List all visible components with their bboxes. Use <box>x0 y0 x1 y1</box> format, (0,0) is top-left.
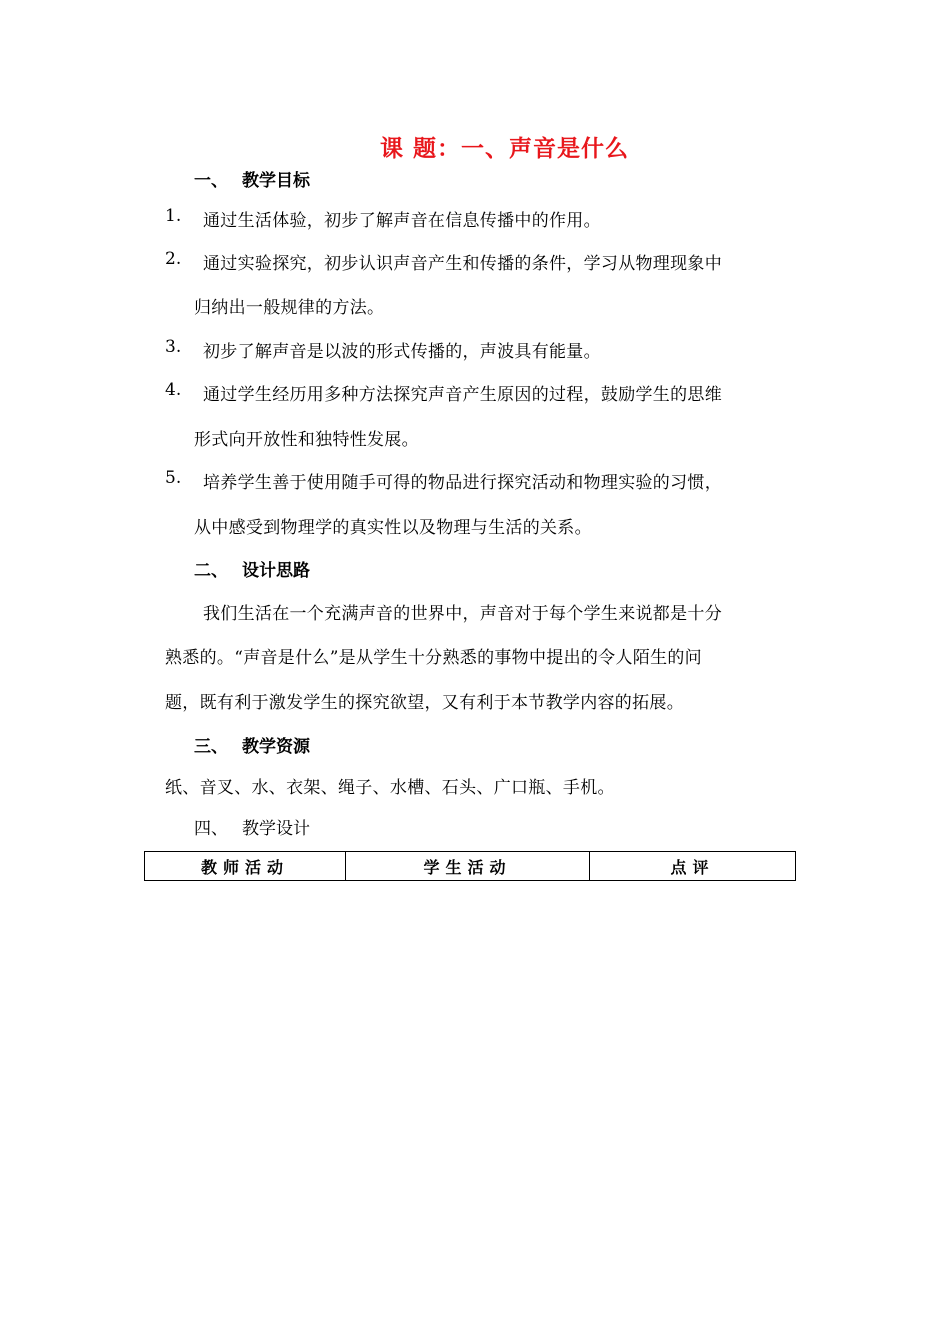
list-item-text-continuation: 归纳出一般规律的方法。 <box>194 298 385 318</box>
section-heading-design-idea <box>194 556 310 581</box>
section-title: 教学设计 <box>242 819 310 839</box>
list-item-text: 通过生活体验，初步了解声音在信息传播中的作用。 <box>203 211 601 231</box>
list-item-text: 培养学生善于使用随手可得的物品进行探究活动和物理实验的习惯， <box>203 473 722 493</box>
section-number: 三、 <box>194 737 228 757</box>
list-item-text: 初步了解声音是以波的形式传播的，声波具有能量。 <box>203 342 601 362</box>
section-number: 二、 <box>194 561 228 581</box>
column-header-teacher-activity: 教师活动 <box>145 852 346 881</box>
section-title: 设计思路 <box>242 561 310 581</box>
column-header-comment: 点评 <box>590 852 796 881</box>
list-item-text-continuation: 从中感受到物理学的真实性以及物理与生活的关系。 <box>194 518 592 538</box>
resources-list: 纸、音叉、水、衣架、绳子、水槽、石头、广口瓶、手机。 <box>165 778 615 798</box>
paragraph-line: 我们生活在一个充满声音的世界中，声音对于每个学生来说都是十分 <box>203 604 722 624</box>
section-heading-resources <box>194 732 310 757</box>
table-header-row <box>145 852 796 881</box>
column-header-student-activity: 学生活动 <box>346 852 590 881</box>
paragraph-line: 熟悉的。“声音是什么”是从学生十分熟悉的事物中提出的令人陌生的问 <box>165 648 702 668</box>
section-number: 四、 <box>194 819 228 839</box>
list-item-number: 3. <box>165 337 182 357</box>
teaching-design-table <box>144 851 796 881</box>
list-item-number: 4. <box>165 380 182 400</box>
list-item-number: 1. <box>165 206 182 226</box>
section-title: 教学目标 <box>242 171 310 191</box>
list-item-text: 通过学生经历用多种方法探究声音产生原因的过程，鼓励学生的思维 <box>203 385 722 405</box>
section-number: 一、 <box>194 171 228 191</box>
page-title: 课 题：一、声音是什么 <box>380 135 630 162</box>
list-item-text-continuation: 形式向开放性和独特性发展。 <box>194 430 419 450</box>
list-item-number: 2. <box>165 249 182 269</box>
section-heading-objectives <box>194 166 310 191</box>
section-title: 教学资源 <box>242 737 310 757</box>
list-item-text: 通过实验探究，初步认识声音产生和传播的条件，学习从物理现象中 <box>203 254 722 274</box>
section-heading-teaching-design <box>194 814 310 839</box>
paragraph-line: 题，既有利于激发学生的探究欲望，又有利于本节教学内容的拓展。 <box>165 693 684 713</box>
list-item-number: 5. <box>165 468 182 488</box>
